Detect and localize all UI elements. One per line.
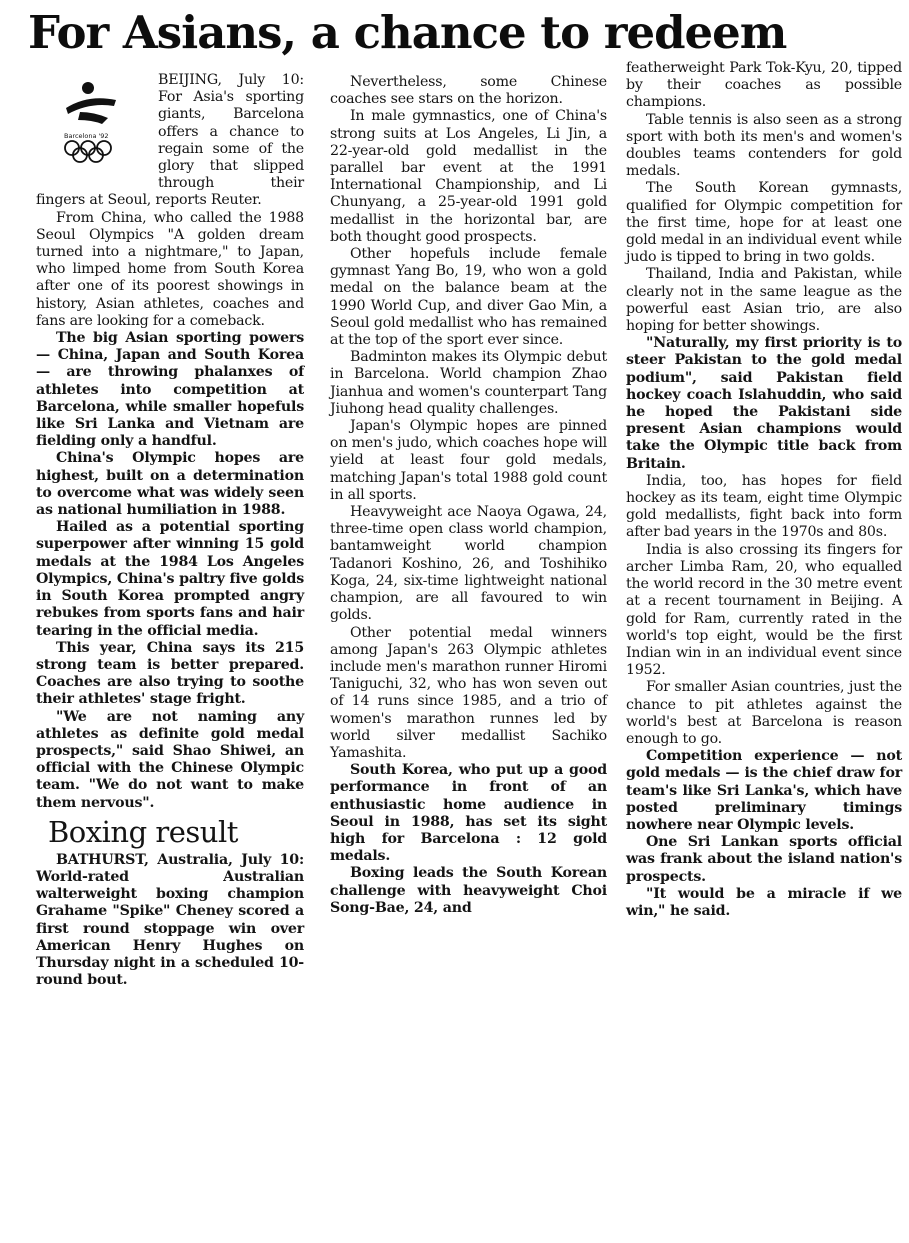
- article-paragraph: The South Korean gymnasts, qualified for Olympic competition for the first time, hope for at least one gold medal in an individual event while judo is tipped to bring in two golds.: [626, 180, 902, 266]
- boxing-body: BATHURST, Australia, July 10: World-rated Australian walterweight boxing champion Grahame "Spike" Cheney scored a first round stoppage win over American Henry Hughes on Thursday night in a scheduled 10-round bout.: [36, 851, 304, 989]
- article-paragraph: China's Olympic hopes are highest, built on a determination to overcome what was widely seen as national humiliation in 1988.: [36, 450, 304, 519]
- article-paragraph: Thailand, India and Pakistan, while clearly not in the same league as the powerful east Asian trio, are also hoping for better showings.: [626, 266, 902, 335]
- article-paragraph: From China, who called the 1988 Seoul Olympics "A golden dream turned into a nightmare," to Japan, who limped home from South Korea after one of its poorest showings in history, Asian athletes, coaches and fans are looking for a comeback.: [36, 209, 304, 329]
- article-paragraph: "It would be a miracle if we win," he said.: [626, 885, 902, 919]
- article-paragraph: "We are not naming any athletes as definite gold medal prospects," said Shao Shiwei, an official with the Chinese Olympic team. "We do not want to make them nervous".: [36, 708, 304, 811]
- article-paragraph: For smaller Asian countries, just the chance to pit athletes against the world's best at Barcelona is reason enough to go.: [626, 679, 902, 747]
- article-paragraph: featherweight Park Tok-Kyu, 20, tipped by their coaches as possible champions.: [626, 60, 902, 111]
- barcelona-92-logo: [58, 78, 146, 184]
- article-paragraph: One Sri Lankan sports official was frank about the island nation's prospects.: [626, 834, 902, 885]
- article-paragraph: Japan's Olympic hopes are pinned on men's judo, which coaches hope will yield at least four gold medals, matching Japan's total 1988 gold count in all sports.: [330, 418, 607, 503]
- column-1: [36, 72, 304, 989]
- article-paragraph: Other hopefuls include female gymnast Yang Bo, 19, who won a gold medal on the balance beam at the 1990 World Cup, and diver Gao Min, a Seoul gold medallist who has remained at the top of the sport ever since.: [330, 246, 607, 349]
- article-paragraph: Heavyweight ace Naoya Ogawa, 24, three-time open class world champion, bantamweight world champion Tadanori Koshino, 26, and Toshihiko Koga, 24, six-time lightweight national champion, are all favoured to win golds.: [330, 504, 607, 624]
- article-paragraph: South Korea, who put up a good performance in front of an enthusiastic home audience in Seoul in 1988, has set its sight high for Barcelona : 12 gold medals.: [330, 762, 607, 865]
- article-paragraph: Other potential medal winners among Japan's 263 Olympic athletes include men's marathon runner Hiromi Taniguchi, 32, who has won seven out of 14 runs since 1985, and a trio of women's marathon runnes led by world silver medallist Sachiko Yamashita.: [330, 624, 607, 761]
- boxing-subhead: Boxing result: [48, 814, 238, 849]
- article-paragraph: Hailed as a potential sporting superpower after winning 15 gold medals at the 1984 Los Angeles Olympics, China's paltry five golds in South Korea prompted angry rebukes from sports fans and hair tearing in the official media.: [36, 519, 304, 639]
- article-paragraph: BEIJING, July 10: For Asia's sporting giants, Barcelona offers a chance to regain some of the glory that slipped through their fingers at Seoul, reports Reuter.: [36, 72, 304, 209]
- article-paragraph: This year, China says its 215 strong team is better prepared. Coaches are also trying to soothe their athletes' stage fright.: [36, 639, 304, 708]
- article-paragraph: "Naturally, my first priority is to steer Pakistan to the gold medal podium", said Pakistan field hockey coach Islahuddin, who said he hoped the Pakistani side present Asian champions would take the Olympic title back from Britain.: [626, 335, 902, 472]
- article-paragraph: The big Asian sporting powers — China, Japan and South Korea — are throwing phalanxes of athletes into competition at Barcelona, while smaller hopefuls like Sri Lanka and Vietnam are fielding only a handful.: [36, 330, 304, 450]
- logo-caption: Barcelona '92: [64, 132, 109, 140]
- article-paragraph: Boxing leads the South Korean challenge with heavyweight Choi Song-Bae, 24, and: [330, 865, 607, 916]
- article-paragraph: Badminton makes its Olympic debut in Barcelona. World champion Zhao Jianhua and women's counterpart Tang Jiuhong head quality challenges.: [330, 349, 607, 417]
- column-3: [626, 60, 902, 920]
- column-2: [330, 74, 607, 917]
- article-paragraph: Competition experience — not gold medals — is the chief draw for team's like Sri Lanka's, which have posted preliminary timings nowhere near Olympic levels.: [626, 748, 902, 833]
- article-paragraph: India, too, has hopes for field hockey as its team, eight time Olympic gold medallists, fight back into form after bad years in the 1970s and 80s.: [626, 472, 902, 541]
- headline: For Asians, a chance to redeem: [28, 6, 787, 59]
- article-paragraph: Nevertheless, some Chinese coaches see stars on the horizon.: [330, 74, 607, 108]
- article-paragraph: Table tennis is also seen as a strong sport with both its men's and women's doubles teams contenders for gold medals.: [626, 111, 902, 180]
- article-paragraph: India is also crossing its fingers for archer Limba Ram, 20, who equalled the world record in the 30 metre event at a recent tournament in Beijing. A gold for Ram, currently rated in the world's top eight, would be the first Indian win in an individual event since 1952.: [626, 541, 902, 679]
- article-paragraph: In male gymnastics, one of China's strong suits at Los Angeles, Li Jin, a 22-year-old gold medallist in the parallel bar event at the 1991 International Championship, and Li Chunyang, a 25-year-old 1991 gold medallist in the horizontal bar, are both thought good prospects.: [330, 108, 607, 245]
